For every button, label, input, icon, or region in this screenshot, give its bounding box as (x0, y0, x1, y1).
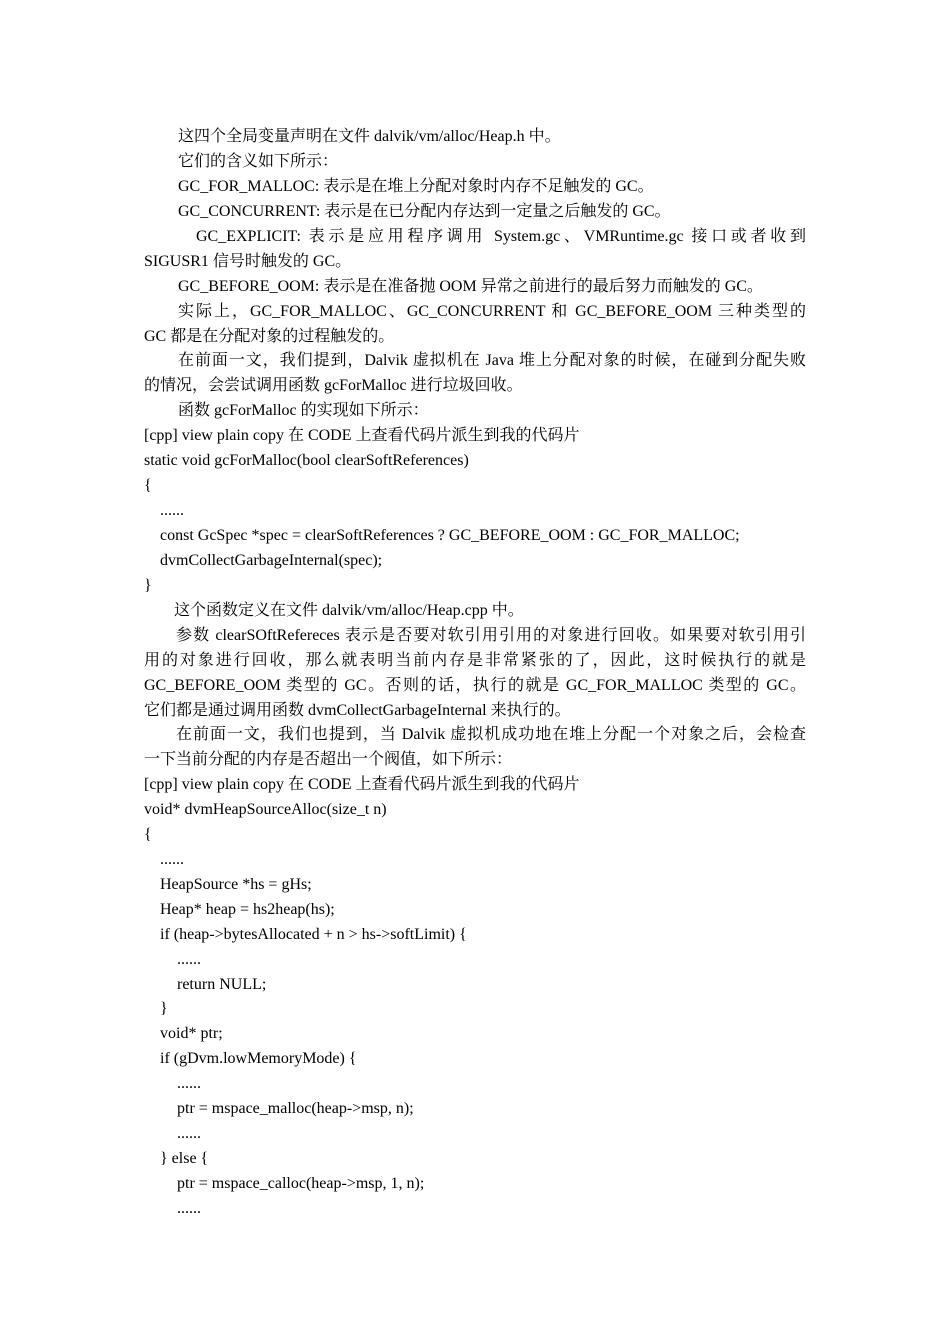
code-header: [cpp] view plain copy 在 CODE 上查看代码片派生到我的代码片 (144, 776, 580, 793)
text-line: 实际上，GC_FOR_MALLOC、GC_CONCURRENT 和 GC_BEFORE_OOM 三种类型的 (178, 303, 806, 320)
code-line: ...... (177, 951, 201, 968)
text-line: 这个函数定义在文件 dalvik/vm/alloc/Heap.cpp 中。 (174, 602, 524, 619)
code-line: ...... (160, 851, 184, 868)
text-line: 函数 gcForMalloc 的实现如下所示： (178, 402, 429, 419)
text-line: 的情况，会尝试调用函数 gcForMalloc 进行垃圾回收。 (144, 377, 523, 394)
code-line: const GcSpec *spec = clearSoftReferences ? GC_BEFORE_OOM : GC_FOR_MALLOC; (160, 527, 740, 544)
code-line: } else { (160, 1150, 209, 1167)
code-line: void* dvmHeapSourceAlloc(size_t n) (144, 801, 387, 818)
text-line: 在前面一文，我们也提到，当 Dalvik 虚拟机成功地在堆上分配一个对象之后，会检查 (176, 726, 806, 743)
code-line: ...... (177, 1075, 201, 1092)
text-line: 这四个全局变量声明在文件 dalvik/vm/alloc/Heap.h 中。 (178, 128, 561, 145)
code-line: Heap* heap = hs2heap(hs); (160, 901, 335, 918)
text-line: SIGUSR1 信号时触发的 GC。 (144, 253, 352, 270)
code-line: ...... (160, 502, 184, 519)
code-line: if (heap->bytesAllocated + n > hs->softLimit) { (160, 926, 467, 943)
code-line: dvmCollectGarbageInternal(spec); (160, 552, 383, 569)
code-line: return NULL; (177, 976, 267, 993)
text-line: 一下当前分配的内存是否超出一个阀值，如下所示： (144, 751, 513, 768)
code-line: { (144, 477, 152, 494)
text-line: GC_BEFORE_OOM 类型的 GC。否则的话，执行的就是 GC_FOR_MALLOC 类型的 GC。 (144, 677, 806, 694)
code-line: static void gcForMalloc(bool clearSoftReferences) (144, 452, 469, 469)
code-line: } (160, 1000, 168, 1017)
code-line: { (144, 826, 152, 843)
text-line: 用的对象进行回收，那么就表明当前内存是非常紧张的了，因此，这时候执行的就是 (144, 652, 806, 669)
text-line: GC_CONCURRENT: 表示是在已分配内存达到一定量之后触发的 GC。 (178, 203, 671, 220)
text-line: GC_EXPLICIT: 表示是应用程序调用 System.gc、VMRuntime.gc 接口或者收到 (196, 228, 806, 245)
text-line: 它们都是通过调用函数 dvmCollectGarbageInternal 来执行的。 (144, 702, 571, 719)
code-line: HeapSource *hs = gHs; (160, 876, 312, 893)
code-line: ...... (177, 1125, 201, 1142)
code-line: } (144, 577, 152, 594)
text-line: GC_BEFORE_OOM: 表示是在准备抛 OOM 异常之前进行的最后努力而触发的 GC。 (178, 278, 763, 295)
code-line: ...... (177, 1200, 201, 1217)
code-line: ptr = mspace_calloc(heap->msp, 1, n); (177, 1175, 425, 1192)
code-line: void* ptr; (160, 1025, 223, 1042)
code-header: [cpp] view plain copy 在 CODE 上查看代码片派生到我的代码片 (144, 427, 580, 444)
text-line: 它们的含义如下所示： (178, 153, 339, 170)
text-line: GC_FOR_MALLOC: 表示是在堆上分配对象时内存不足触发的 GC。 (178, 178, 654, 195)
code-line: if (gDvm.lowMemoryMode) { (160, 1050, 357, 1067)
text-line: 参数 clearSOftRefereces 表示是否要对软引用引用的对象进行回收。如果要对软引用引 (176, 627, 806, 644)
code-line: ptr = mspace_malloc(heap->msp, n); (177, 1100, 414, 1117)
text-line: GC 都是在分配对象的过程触发的。 (144, 328, 395, 345)
text-line: 在前面一文，我们提到，Dalvik 虚拟机在 Java 堆上分配对象的时候，在碰到分配失败 (178, 352, 806, 369)
